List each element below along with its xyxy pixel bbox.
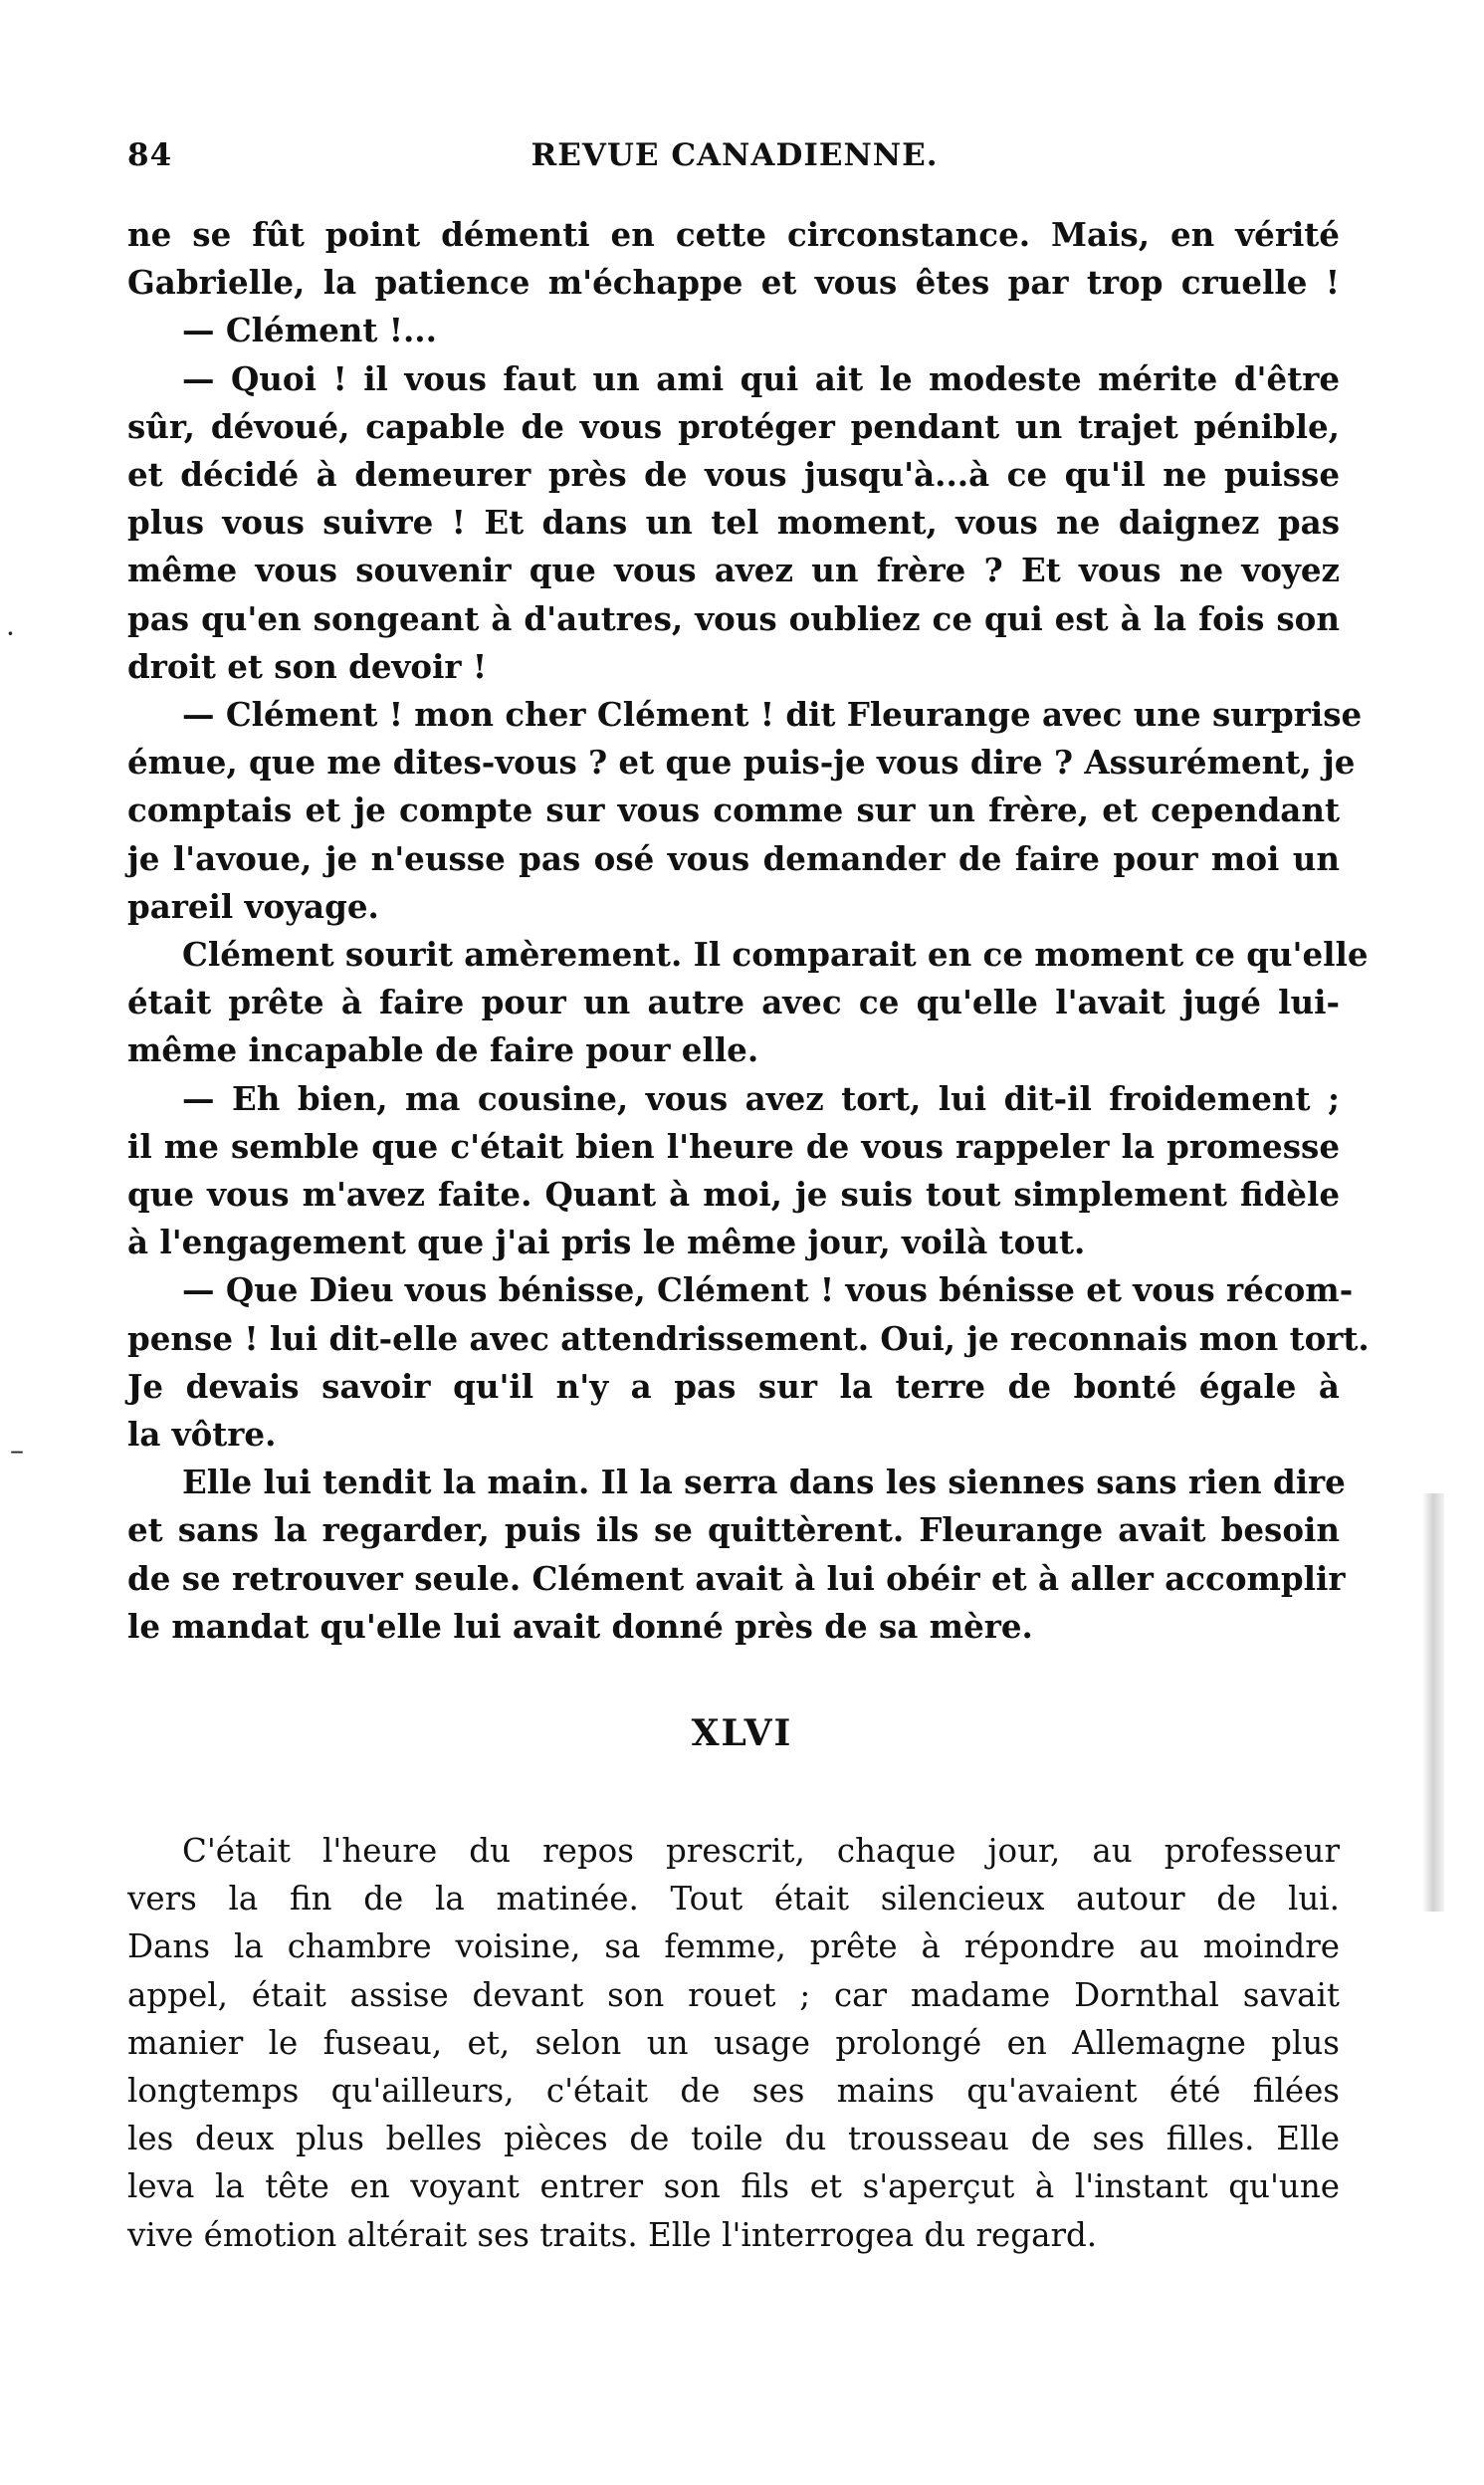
text-block-upper (127, 211, 1370, 1651)
margin-speck: – (10, 1434, 24, 1467)
text-line: et sans la regarder, puis ils se quittèrent. Fleurange avait besoin (127, 1510, 1340, 1550)
text-line: — Eh bien, ma cousine, vous avez tort, lui dit-il froidement ; (182, 1078, 1340, 1118)
text-line: même incapable de faire pour elle. (127, 1030, 759, 1070)
text-line: vers la fin de la matinée. Tout était silencieux autour de lui. (127, 1880, 1340, 1919)
text-line: appel, était assise devant son rouet ; car madame Dornthal savait (127, 1975, 1340, 2014)
text-line: — Quoi ! il vous faut un ami qui ait le modeste mérite d'être (182, 358, 1340, 398)
text-line: de se retrouver seule. Clément avait à lui obéir et à aller accomplir (127, 1558, 1346, 1598)
running-title: REVUE CANADIENNE. (530, 137, 939, 173)
page-number: 84 (127, 137, 173, 173)
text-line: Clément sourit amèrement. Il comparait en ce moment ce qu'elle (182, 935, 1369, 975)
text-line: droit et son devoir ! (127, 646, 488, 686)
text-line: je l'avoue, je n'eusse pas osé vous demander de faire pour moi un (127, 838, 1340, 878)
text-line: leva la tête en voyant entrer son fils et s'aperçut à l'instant qu'une (127, 2167, 1340, 2206)
text-line: même vous souvenir que vous avez un frère ? Et vous ne voyez (127, 551, 1340, 590)
text-line: Je devais savoir qu'il n'y a pas sur la terre de bonté égale à (127, 1366, 1340, 1406)
text-line: Gabrielle, la patience m'échappe et vous êtes par trop cruelle ! (127, 263, 1340, 303)
text-line: à l'engagement que j'ai pris le même jour, voilà tout. (127, 1223, 1086, 1262)
text-line: que vous m'avez faite. Quant à moi, je suis tout simplement fidèle (127, 1175, 1340, 1215)
text-line: Elle lui tendit la main. Il la serra dans les siennes sans rien dire (182, 1463, 1346, 1502)
margin-speck: · (6, 617, 15, 650)
text-line: C'était l'heure du repos prescrit, chaque jour, au professeur (182, 1832, 1340, 1870)
text-line: sûr, dévoué, capable de vous protéger pendant un trajet pénible, (127, 406, 1340, 446)
page-header (127, 137, 1342, 183)
text-line: la vôtre. (127, 1415, 277, 1455)
text-line: pas qu'en songeant à d'autres, vous oubliez ce qui est à la fois son (127, 598, 1340, 638)
text-line: longtemps qu'ailleurs, c'était de ses mains qu'avaient été filées (127, 2072, 1340, 2111)
text-line: comptais et je compte sur vous comme sur un frère, et cependant (127, 791, 1340, 830)
text-block-lower (127, 1827, 1340, 2259)
text-line: et décidé à demeurer près de vous jusqu'à...à ce qu'il ne puisse (127, 455, 1340, 495)
text-line: pense ! lui dit-elle avec attendrissement. Oui, je reconnais mon tort. (127, 1318, 1370, 1358)
chapter-heading: XLVI (691, 1712, 793, 1754)
text-line: — Clément ! mon cher Clément ! dit Fleurange avec une surprise (182, 695, 1363, 735)
text-line: — Que Dieu vous bénisse, Clément ! vous bénisse et vous récom- (182, 1270, 1354, 1310)
text-line: les deux plus belles pièces de toile du trousseau de ses filles. Elle (127, 2120, 1340, 2158)
text-line: était prête à faire pour un autre avec ce qu'elle l'avait jugé lui- (127, 983, 1340, 1022)
text-line: — Clément !... (182, 311, 437, 350)
text-line: plus vous suivre ! Et dans un tel moment, vous ne daignez pas (127, 503, 1340, 543)
text-line: Dans la chambre voisine, sa femme, prête à répondre au moindre (127, 1927, 1340, 1966)
text-line: ne se fût point démenti en cette circonstance. Mais, en vérité (127, 215, 1340, 254)
text-line: émue, que me dites-vous ? et que puis-je vous dire ? Assurément, je (127, 743, 1356, 783)
text-line: il me semble que c'était bien l'heure de vous rappeler la promesse (127, 1126, 1340, 1166)
scan-edge-shadow (1422, 1493, 1444, 1912)
text-line: vive émotion altérait ses traits. Elle l'interrogea du regard. (127, 2215, 1098, 2254)
text-line: le mandat qu'elle lui avait donné près de sa mère. (127, 1606, 1033, 1646)
text-line: pareil voyage. (127, 886, 379, 926)
text-line: manier le fuseau, et, selon un usage prolongé en Allemagne plus (127, 2023, 1340, 2062)
